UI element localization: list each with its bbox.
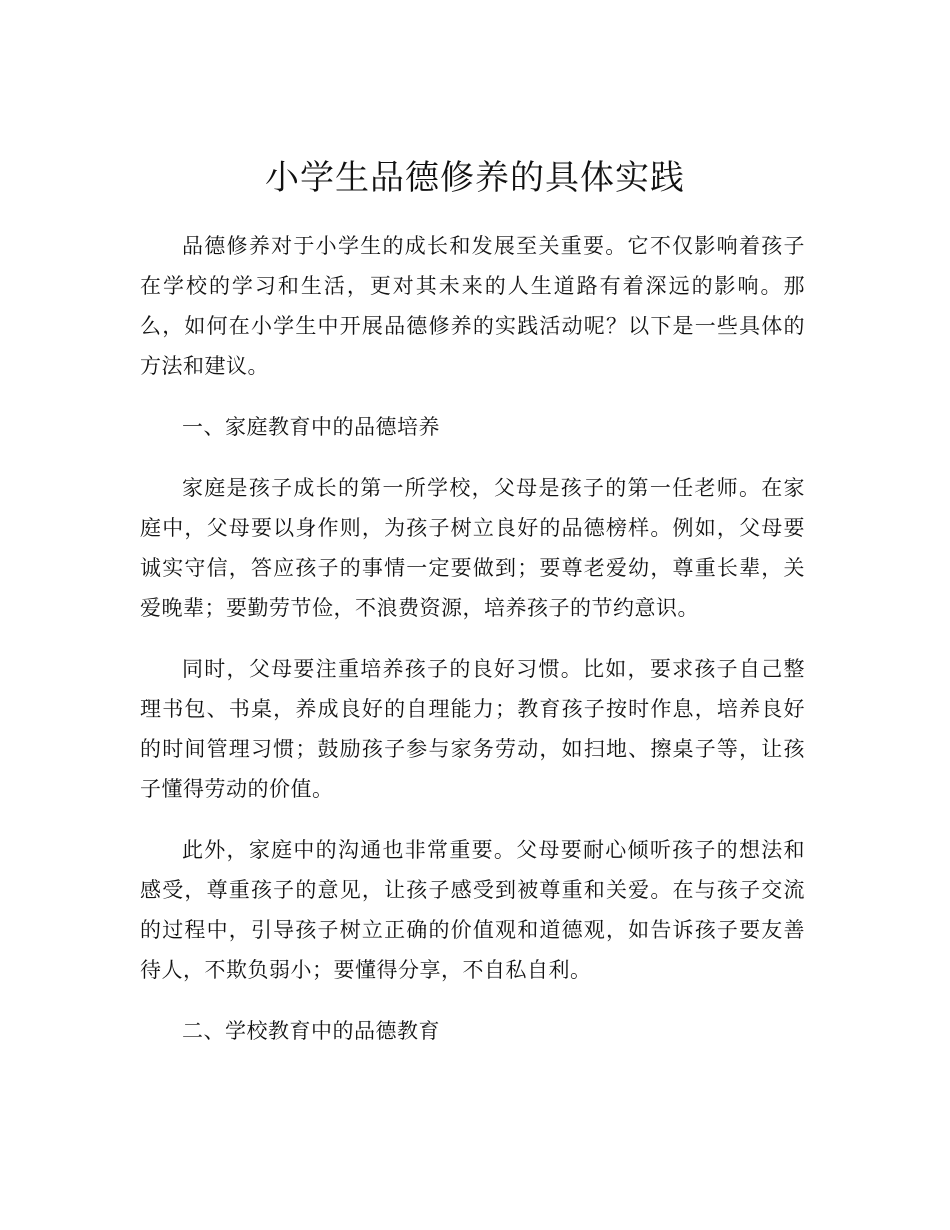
document-title: 小学生品德修养的具体实践 <box>265 158 685 198</box>
paragraph-family-role-model: 家庭是孩子成长的第一所学校，父母是孩子的第一任老师。在家庭中，父母要以身作则，为孩子树立良好的品德榜样。例如，父母要诚实守信，答应孩子的事情一定要做到；要尊老爱幼，尊重长辈，关爱晚辈；要勤劳节俭，不浪费资源，培养孩子的节约意识。 <box>140 476 805 620</box>
paragraph-intro: 品德修养对于小学生的成长和发展至关重要。它不仅影响着孩子在学校的学习和生活，更对其未来的人生道路有着深远的影响。那么，如何在小学生中开展品德修养的实践活动呢？以下是一些具体的方法和建议。 <box>140 234 805 378</box>
paragraph-family-communication: 此外，家庭中的沟通也非常重要。父母要耐心倾听孩子的想法和感受，尊重孩子的意见，让孩子感受到被尊重和关爱。在与孩子交流的过程中，引导孩子树立正确的价值观和道德观，如告诉孩子要友善待人，不欺负弱小；要懂得分享，不自私自利。 <box>140 838 805 982</box>
section-heading-school: 二、学校教育中的品德教育 <box>182 1019 440 1043</box>
section-heading-family: 一、家庭教育中的品德培养 <box>182 415 440 439</box>
document-body <box>140 226 805 1072</box>
paragraph-family-habits: 同时，父母要注重培养孩子的良好习惯。比如，要求孩子自己整理书包、书桌，养成良好的自理能力；教育孩子按时作息，培养良好的时间管理习惯；鼓励孩子参与家务劳动，如扫地、擦桌子等，让孩子懂得劳动的价值。 <box>140 657 805 801</box>
